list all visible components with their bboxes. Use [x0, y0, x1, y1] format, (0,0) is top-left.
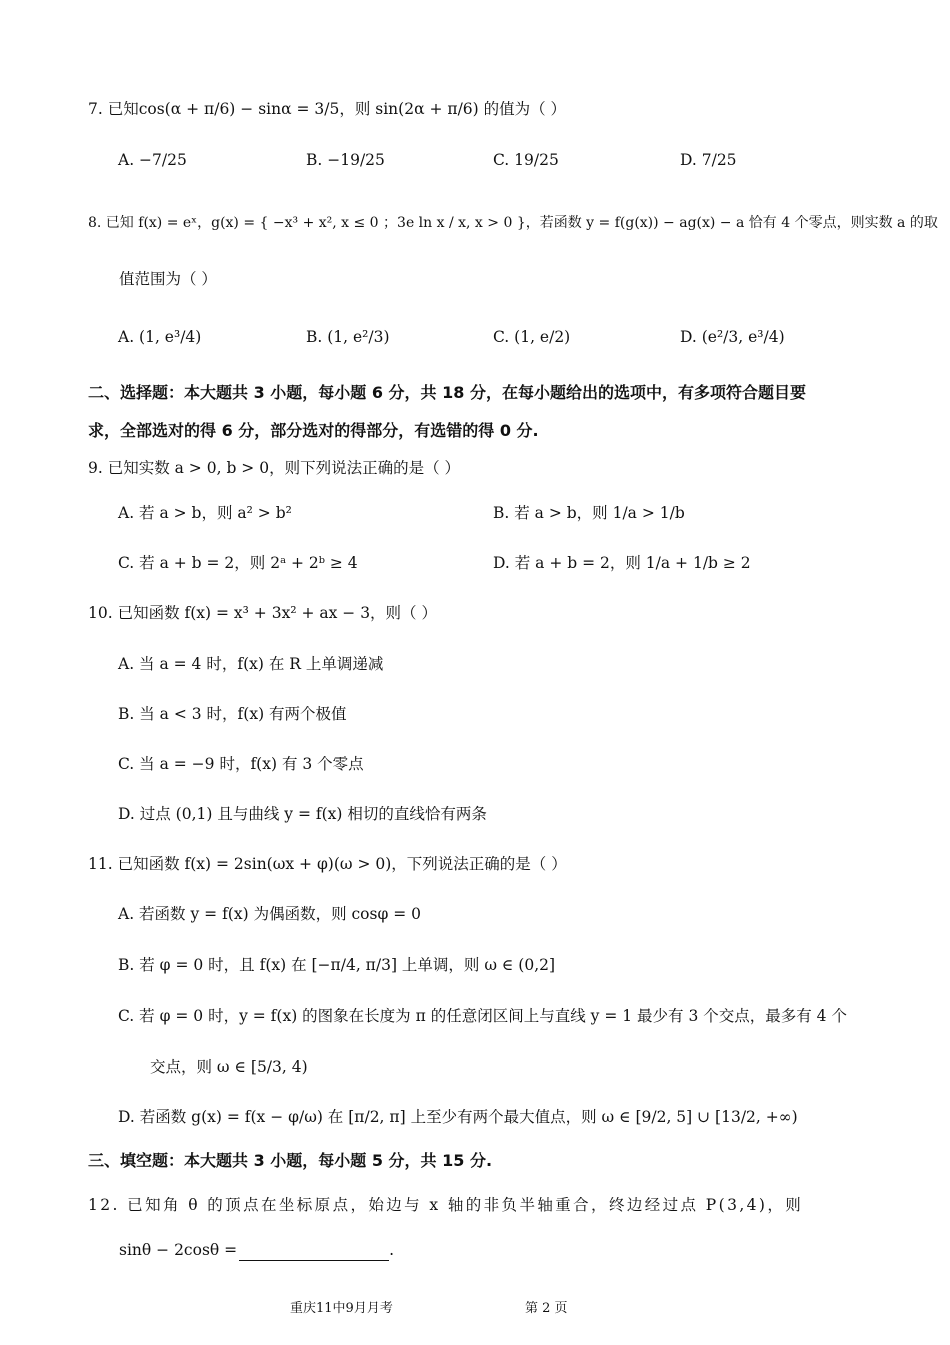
- footer-source: 重庆11中9月月考: [290, 1301, 393, 1316]
- q10-option-d: D. 过点 (0,1) 且与曲线 y = f(x) 相切的直线恰有两条: [118, 805, 487, 823]
- q8-option-b: B. (1, e²/3): [306, 328, 390, 346]
- q10-option-a: A. 当 a = 4 时，f(x) 在 R 上单调递减: [118, 655, 384, 673]
- q10-stem: 10. 已知函数 f(x) = x³ + 3x² + ax − 3，则（ ）: [88, 604, 437, 622]
- q7-stem: 7. 已知cos(α + π/6) − sinα = 3/5，则 sin(2α + π/6) 的值为（ ）: [88, 100, 567, 118]
- q11-option-b: B. 若 φ = 0 时，且 f(x) 在 [−π/4, π/3] 上单调，则 ω ∈ (0,2]: [118, 956, 556, 974]
- q11-stem: 11. 已知函数 f(x) = 2sin(ωx + φ)(ω > 0)，下列说法正确的是（ ）: [88, 855, 567, 873]
- q11-option-c: C. 若 φ = 0 时，y = f(x) 的图象在长度为 π 的任意闭区间上与直线 y = 1 最少有 3 个交点，最多有 4 个: [118, 1007, 847, 1025]
- answer-blank[interactable]: [239, 1244, 389, 1261]
- q8-stem: 8. 已知 f(x) = eˣ，g(x) = { −x³ + x², x ≤ 0 ；3e ln x / x, x > 0 }，若函数 y = f(g(x)) − ag(x) − a 恰有 4 个零点，则实数 a 的取: [88, 215, 938, 231]
- q9-option-d: D. 若 a + b = 2，则 1/a + 1/b ≥ 2: [493, 554, 751, 572]
- q11-option-c-cont: 交点，则 ω ∈ [5/3, 4): [150, 1058, 308, 1076]
- q12-stem: 12. 已知角 θ 的顶点在坐标原点，始边与 x 轴的非负半轴重合，终边经过点 P(3,4)，则: [88, 1196, 804, 1214]
- q11-option-d: D. 若函数 g(x) = f(x − φ/ω) 在 [π/2, π] 上至少有两个最大值点，则 ω ∈ [9/2, 5] ∪ [13/2, +∞): [118, 1108, 798, 1126]
- footer-page-number: 第 2 页: [525, 1301, 568, 1316]
- q9-stem: 9. 已知实数 a > 0, b > 0，则下列说法正确的是（ ）: [88, 459, 460, 477]
- q8-option-a: A. (1, e³/4): [118, 328, 202, 346]
- q12-period: .: [389, 1241, 395, 1259]
- q11-option-a: A. 若函数 y = f(x) 为偶函数，则 cosφ = 0: [118, 905, 422, 923]
- q9-option-b: B. 若 a > b，则 1/a > 1/b: [493, 504, 685, 522]
- q7-option-a: A. −7/25: [118, 151, 187, 169]
- q8-stem-cont: 值范围为（ ）: [119, 270, 217, 288]
- q9-option-c: C. 若 a + b = 2，则 2ᵃ + 2ᵇ ≥ 4: [118, 554, 358, 572]
- q7-option-c: C. 19/25: [493, 151, 559, 169]
- q10-option-b: B. 当 a < 3 时，f(x) 有两个极值: [118, 705, 347, 723]
- q12-expression: sinθ − 2cosθ =: [119, 1241, 238, 1259]
- section-2-heading-line1: 二、选择题：本大题共 3 小题，每小题 6 分，共 18 分，在每小题给出的选项中，有多项符合题目要: [88, 383, 806, 402]
- q7-option-b: B. −19/25: [306, 151, 385, 169]
- q8-option-d: D. (e²/3, e³/4): [680, 328, 785, 346]
- q8-option-c: C. (1, e/2): [493, 328, 571, 346]
- section-3-heading: 三、填空题：本大题共 3 小题，每小题 5 分，共 15 分.: [88, 1151, 493, 1170]
- section-2-heading-line2: 求，全部选对的得 6 分，部分选对的得部分，有选错的得 0 分.: [88, 421, 539, 440]
- q9-option-a: A. 若 a > b，则 a² > b²: [118, 504, 292, 522]
- q10-option-c: C. 当 a = −9 时，f(x) 有 3 个零点: [118, 755, 364, 773]
- q12-answer-line: [119, 1239, 394, 1261]
- q7-option-d: D. 7/25: [680, 151, 737, 169]
